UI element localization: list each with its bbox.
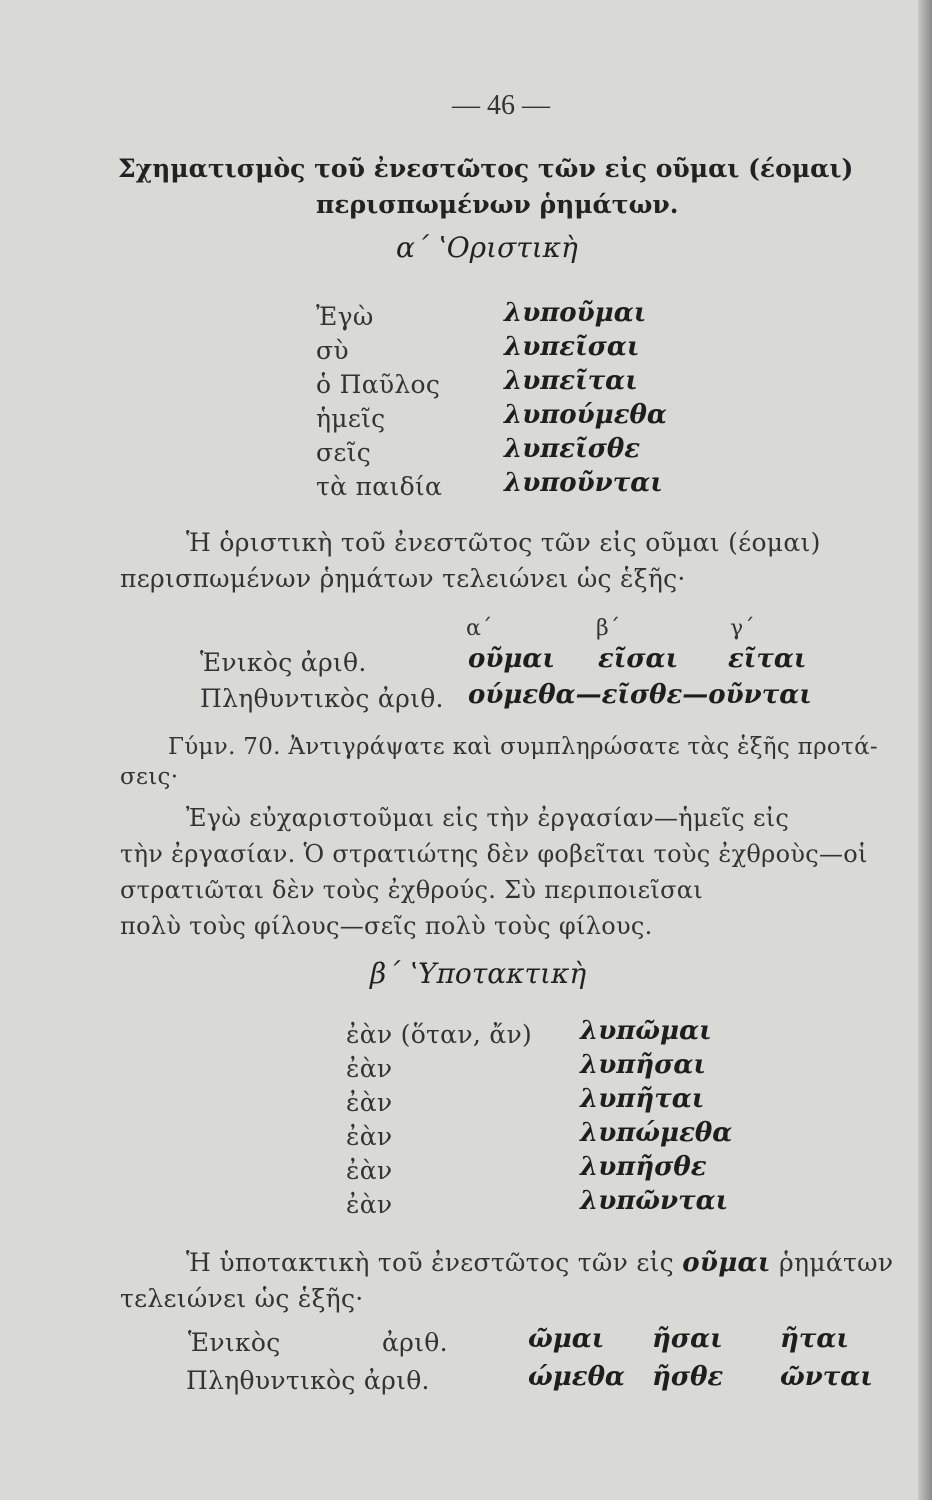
section-heading-indicative: α΄ ʽΟριστικὴ <box>396 231 578 264</box>
ending: ῆσθε <box>652 1362 724 1392</box>
ending: εῖται <box>728 644 807 674</box>
verb-form: λυπεῖται <box>504 366 638 396</box>
verb-form: λυπώμεθα <box>580 1118 733 1148</box>
plural-label: Πληθυντικὸς ἀριθ. <box>200 684 444 713</box>
ending: ῶμαι <box>528 1324 605 1354</box>
verb-form: λυποῦνται <box>504 468 663 498</box>
rule-text: Ἡ ὑποτακτικὴ τοῦ ἐνεστῶτος τῶν εἰς <box>186 1248 674 1277</box>
exercise-line: στρατιῶται δὲν τοὺς ἐχθρούς. Σὺ περιποιεῖσαι <box>120 876 704 904</box>
ending: ῆσαι <box>652 1324 723 1354</box>
ending: ῆται <box>780 1324 849 1354</box>
pronoun: τὰ παιδία <box>316 472 443 501</box>
page-edge-shadow <box>918 0 932 1500</box>
pronoun: Ἐγὼ <box>316 302 374 331</box>
ending: ῶνται <box>780 1362 873 1392</box>
rule-indicative-line-2: περισπωμένων ῥημάτων τελειώνει ὡς ἑξῆς· <box>120 564 686 593</box>
verb-form: λυπεῖσθε <box>504 434 641 464</box>
singular-label: Ἑνικὸς <box>188 1328 281 1357</box>
verb-form: λυπῶμαι <box>580 1016 712 1046</box>
conjunction: ἐὰν (ὅταν, ἄν) <box>346 1020 533 1049</box>
ending: ώμεθα <box>528 1362 625 1392</box>
rule-subjunctive-line-1 <box>186 1250 893 1276</box>
person-label: β΄ <box>596 616 621 641</box>
title-line-1: Σχηματισμὸς τοῦ ἐνεστῶτος τῶν εἰς οῦμαι (έομαι) <box>118 154 854 183</box>
verb-form: λυπούμεθα <box>504 400 667 430</box>
rule-text: ῥημάτων <box>779 1248 894 1277</box>
conjunction: ἐὰν <box>346 1190 393 1219</box>
plural-endings: ούμεθα—εῖσθε—οῦνται <box>468 680 812 710</box>
pronoun: σὺ <box>316 336 349 365</box>
person-label: γ΄ <box>730 616 755 641</box>
page-number: — 46 — <box>452 90 550 121</box>
pronoun: σεῖς <box>316 438 372 467</box>
exercise-line: τὴν ἐργασίαν. Ὁ στρατιώτης δὲν φοβεῖται τοὺς ἐχθροὺς—οἱ <box>120 840 868 868</box>
pronoun: ἡμεῖς <box>316 404 386 433</box>
verb-form: λυπῶνται <box>580 1186 729 1216</box>
verb-form: λυπῆσθε <box>580 1152 707 1182</box>
conjunction: ἐὰν <box>346 1156 393 1185</box>
singular-label: Ἑνικὸς ἀριθ. <box>200 648 367 677</box>
section-heading-subjunctive: β΄ ʽΥποτακτικὴ <box>370 957 587 990</box>
verb-form: λυποῦμαι <box>504 298 647 328</box>
exercise-line: Γύμν. 70. Ἀντιγράψατε καὶ συμπληρώσατε τὰς ἑξῆς προτά- <box>168 734 878 760</box>
verb-form: λυπῆσαι <box>580 1050 706 1080</box>
verb-form: λυπῆται <box>580 1084 705 1114</box>
person-label: α΄ <box>466 616 493 641</box>
exercise-line: Ἐγὼ εὐχαριστοῦμαι εἰς τὴν ἐργασίαν—ἡμεῖς εἰς <box>186 804 790 832</box>
rule-subjunctive-line-2: τελειώνει ὡς ἑξῆς· <box>120 1284 364 1313</box>
verb-form: λυπεῖσαι <box>504 332 640 362</box>
ending: οῦμαι <box>468 644 556 674</box>
plural-label: Πληθυντικὸς ἀριθ. <box>186 1366 430 1395</box>
conjunction: ἐὰν <box>346 1054 393 1083</box>
singular-label-suffix: ἀριθ. <box>382 1328 448 1357</box>
pronoun: ὁ Παῦλος <box>316 370 441 399</box>
conjunction: ἐὰν <box>346 1088 393 1117</box>
conjunction: ἐὰν <box>346 1122 393 1151</box>
exercise-line: σεις· <box>120 764 179 790</box>
ending: εῖσαι <box>598 644 679 674</box>
rule-indicative-line-1: Ἡ ὁριστικὴ τοῦ ἐνεστῶτος τῶν εἰς οῦμαι (έομαι) <box>186 528 821 557</box>
title-line-2: περισπωμένων ῥημάτων. <box>316 190 679 219</box>
exercise-line: πολὺ τοὺς φίλους—σεῖς πολὺ τοὺς φίλους. <box>120 912 653 940</box>
rule-ending: οῦμαι <box>682 1248 771 1278</box>
